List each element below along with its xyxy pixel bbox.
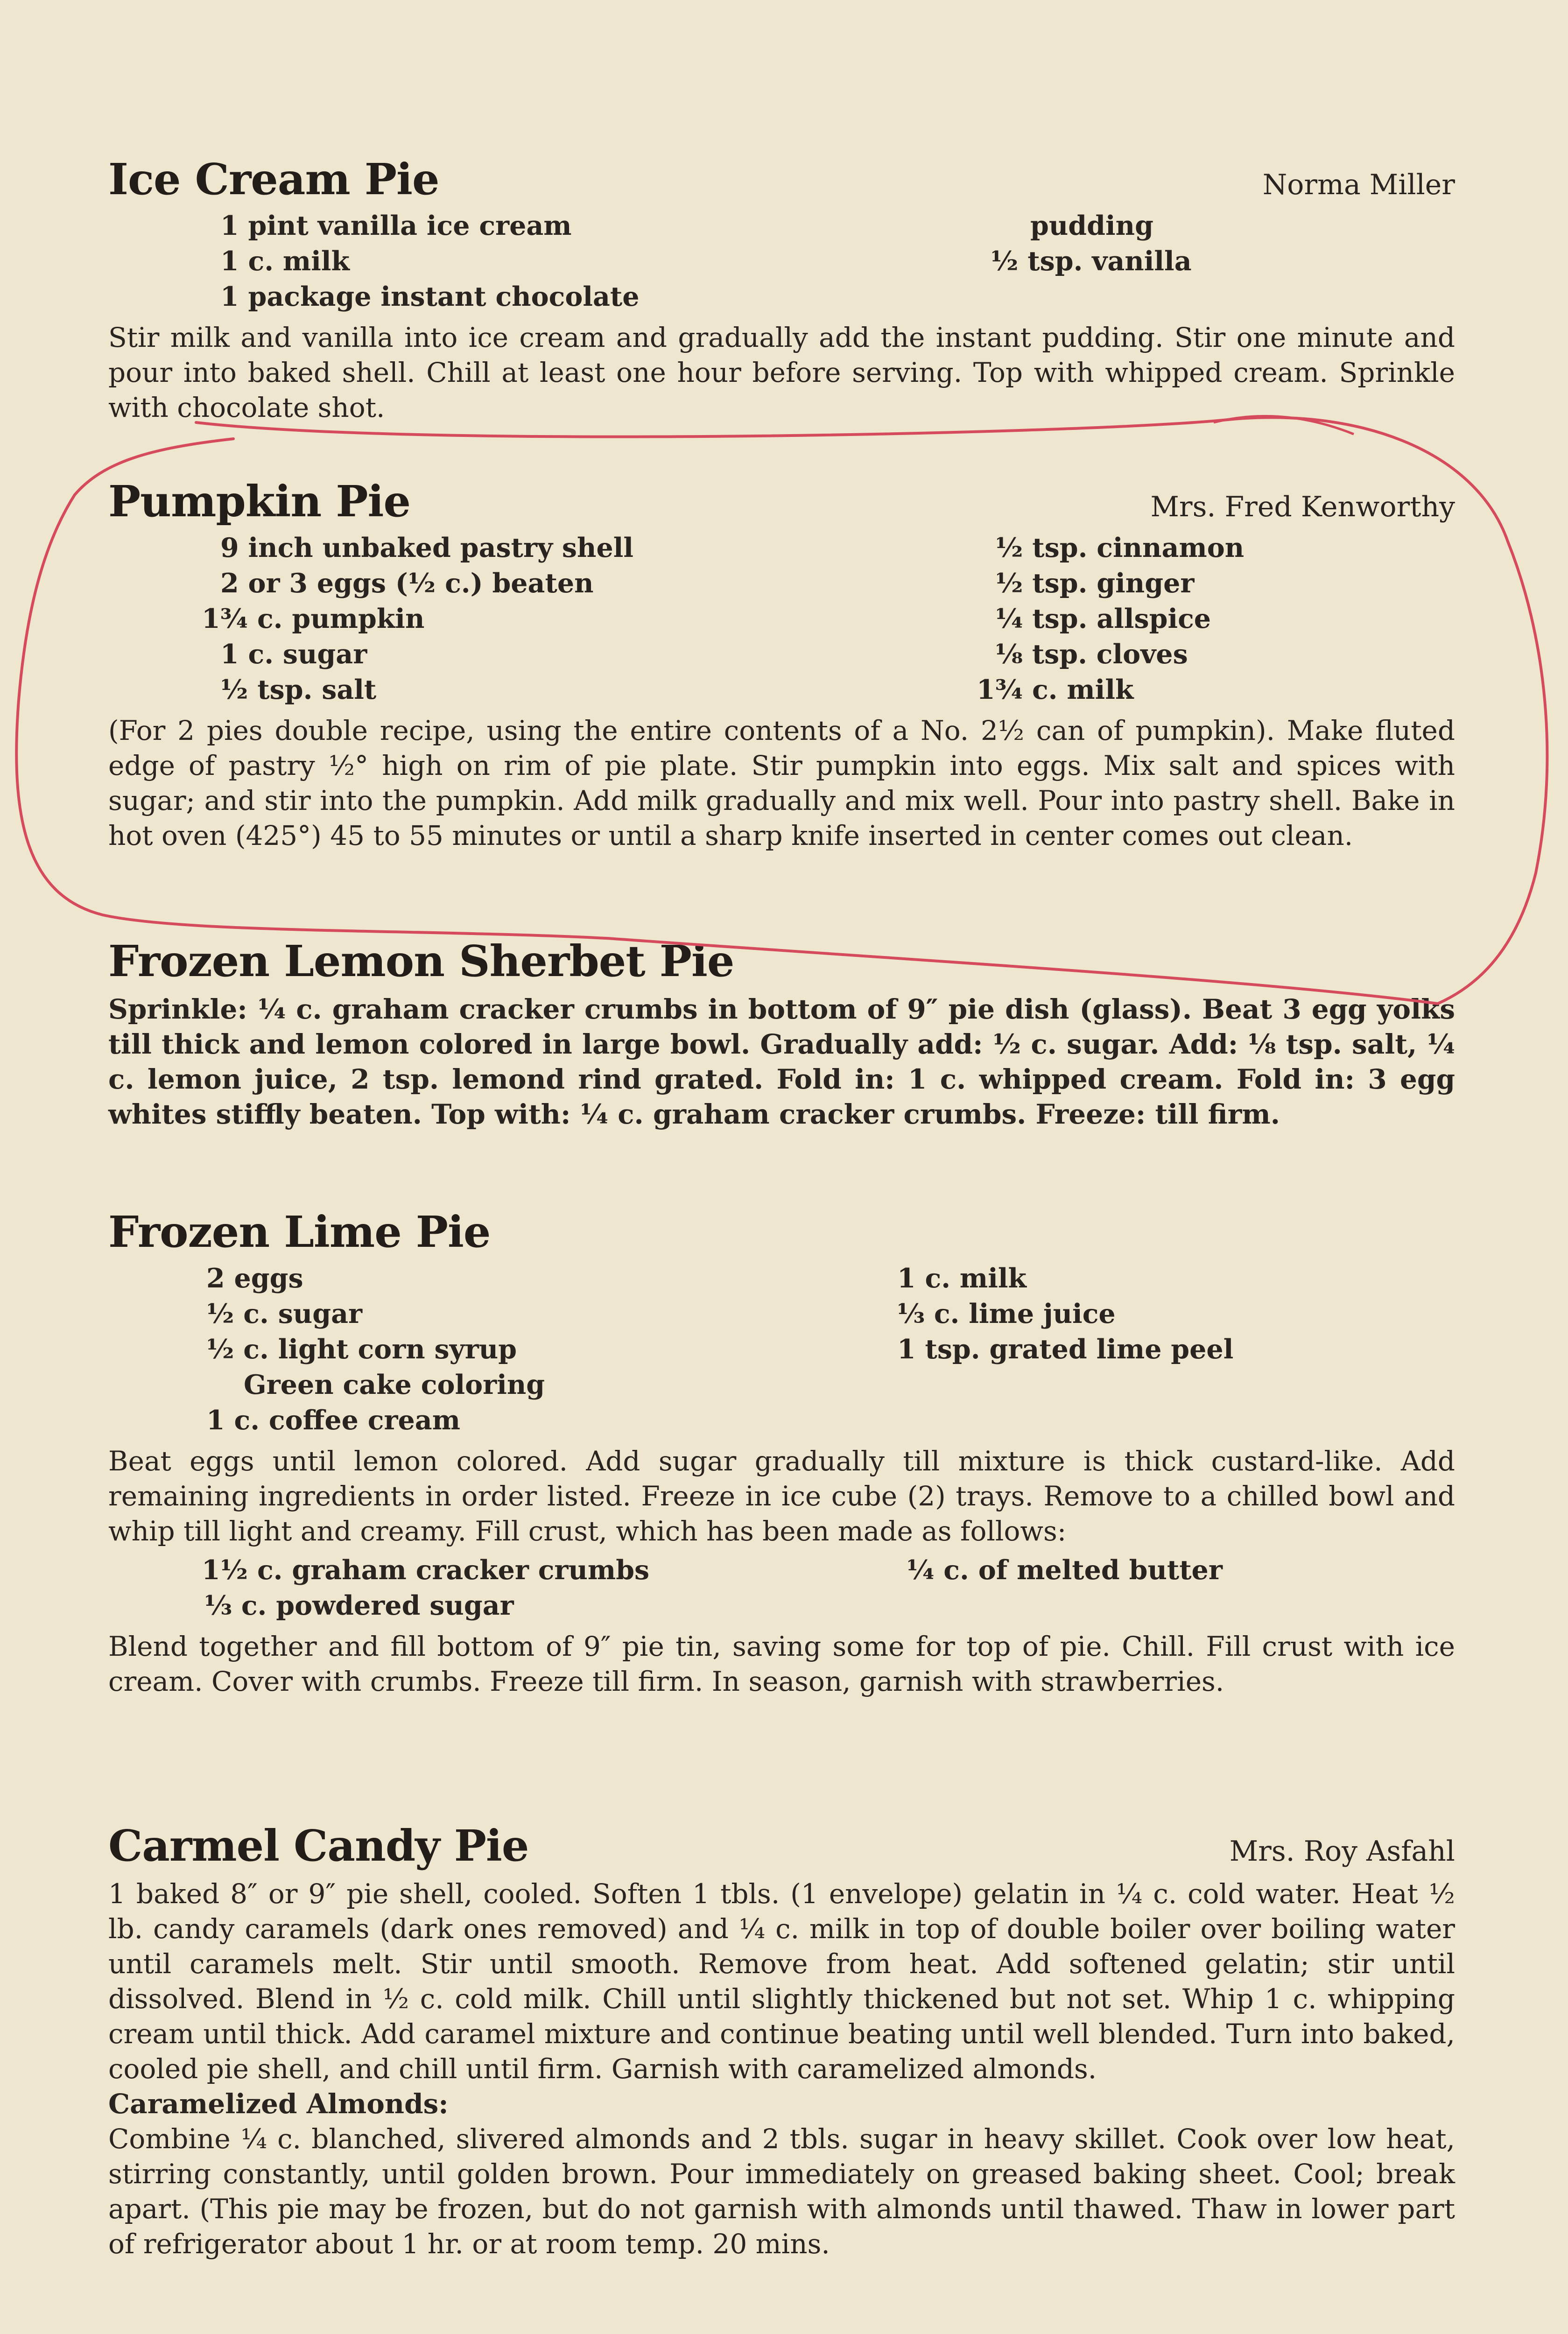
recipe-ice-cream-pie (108, 154, 1455, 425)
ingredient-list (108, 1261, 1455, 1438)
ingredient: ⅛ tsp. cloves (995, 639, 1188, 670)
recipe-header (108, 1821, 1455, 1871)
recipe-subheading: Caramelized Almonds: (108, 2088, 449, 2120)
ingredient: 1¾ c. pumpkin (202, 603, 425, 634)
ingredient: 2 or 3 eggs (½ c.) beaten (220, 568, 594, 599)
recipe-directions: 1 baked 8″ or 9″ pie shell, cooled. Soften 1 tbls. (1 envelope) gelatin in ¼ c. cold water. Heat ½ lb. candy caramels (dark ones removed) and ¼ c. milk in top of double boiler over boiling water until caramels melt. Stir until smooth. Remove from heat. Add softened gelatin; stir until dissolved. Blend in ½ c. cold milk. Chill until slightly thickened but not set. Whip 1 c. whipping cream until thick. Add caramel mixture and continue beating until well blended. Turn into baked, cooled pie shell, and chill until firm. Garnish with caramelized almonds. (108, 1878, 1455, 2085)
ingredient: ½ tsp. ginger (995, 568, 1195, 599)
ingredient: 1 c. milk (220, 246, 350, 277)
recipe-title: Ice Cream Pie (108, 154, 439, 204)
ingredient-list (108, 530, 1455, 708)
recipe-header (108, 936, 1455, 986)
ingredient-column-left (202, 530, 995, 708)
recipe-author: Mrs. Fred Kenworthy (1150, 491, 1455, 523)
ingredient: 1 tsp. grated lime peel (897, 1334, 1234, 1365)
ingredient: ½ c. sugar (206, 1298, 363, 1329)
recipe-directions: Beat eggs until lemon colored. Add sugar gradually till mixture is thick custard-like. Add remaining ingredients in order listed. Freeze in ice cube (2) trays. Remove to a chilled bowl and whip till light and creamy. Fill crust, which has been made as follows: (108, 1445, 1455, 1547)
ingredient-column-right (991, 208, 1455, 315)
recipe-header (108, 154, 1455, 204)
ingredient: 1 package instant chocolate (220, 281, 640, 312)
ingredient: 1½ c. graham cracker crumbs (202, 1554, 650, 1586)
crust-ingredient-list (108, 1553, 1455, 1624)
recipe-author: Mrs. Roy Asfahl (1229, 1835, 1455, 1868)
recipe-title: Pumpkin Pie (108, 476, 411, 527)
ingredient: 1 c. milk (897, 1263, 1027, 1294)
ingredient: ½ tsp. cinnamon (995, 532, 1245, 563)
ingredient: ¼ c. of melted butter (907, 1554, 1223, 1586)
ingredient: ⅓ c. lime juice (897, 1298, 1116, 1329)
recipe-carmel-candy-pie (108, 1821, 1455, 2262)
recipe-title: Frozen Lime Pie (108, 1207, 491, 1257)
recipe-directions-continued: Combine ¼ c. blanched, slivered almonds and 2 tbls. sugar in heavy skillet. Cook over low heat, stirring constantly, until golden brown. Pour immediately on greased baking sheet. Cool; break apart. (This pie may be frozen, but do not garnish with almonds until thawed. Thaw in lower part of refrigerator about 1 hr. or at room temp. 20 mins. (108, 2123, 1455, 2260)
ingredient: ½ tsp. vanilla (991, 246, 1192, 277)
recipe-frozen-lemon-sherbet-pie (108, 936, 1455, 1132)
ingredient-column-left (206, 1261, 897, 1438)
recipe-author: Norma Miller (1262, 169, 1455, 201)
crust-column-left (202, 1553, 907, 1624)
crust-column-right (907, 1553, 1455, 1624)
recipe-header (108, 476, 1455, 527)
ingredient-list (108, 208, 1455, 315)
recipe-frozen-lime-pie (108, 1207, 1455, 1699)
ingredient: 1 pint vanilla ice cream (220, 210, 572, 241)
ingredient: ⅓ c. powdered sugar (204, 1590, 514, 1621)
ingredient-column-right (977, 530, 1455, 708)
ingredient: Green cake coloring (244, 1369, 545, 1400)
recipe-header (108, 1207, 1455, 1257)
ingredient: 2 eggs (206, 1263, 303, 1294)
ingredient: pudding (1030, 210, 1153, 241)
recipe-pumpkin-pie (108, 476, 1455, 853)
ingredient: ½ tsp. salt (220, 674, 377, 705)
ingredient: 1 c. coffee cream (206, 1405, 461, 1436)
ingredient: ½ c. light corn syrup (206, 1334, 517, 1365)
ingredient: 1¾ c. milk (977, 674, 1134, 705)
recipe-directions: Sprinkle: ¼ c. graham cracker crumbs in bottom of 9″ pie dish (glass). Beat 3 egg yolks till thick and lemon colored in large bowl. Gradually add: ½ c. sugar. Add: ⅛ tsp. salt, ¼ c. lemon juice, 2 tsp. lemond rind grated. Fold in: 1 c. whipped cream. Fold in: 3 egg whites stiffly beaten. Top with: ¼ c. graham cracker crumbs. Freeze: till firm. (108, 993, 1455, 1130)
recipe-directions-continued: Blend together and fill bottom of 9″ pie tin, saving some for top of pie. Chill. Fill crust with ice cream. Cover with crumbs. Freeze till firm. In season, garnish with strawberries. (108, 1631, 1455, 1697)
ingredient: 9 inch unbaked pastry shell (220, 532, 634, 563)
recipe-title: Frozen Lemon Sherbet Pie (108, 936, 734, 986)
ingredient: 1 c. sugar (220, 639, 367, 670)
recipe-directions: (For 2 pies double recipe, using the entire contents of a No. 2½ can of pumpkin). Make fluted edge of pastry ½° high on rim of pie plate. Stir pumpkin into eggs. Mix salt and spices with sugar; and stir into the pumpkin. Add milk gradually and mix well. Pour into pastry shell. Bake in hot oven (425°) 45 to 55 minutes or until a sharp knife inserted in center comes out clean. (108, 715, 1455, 851)
recipe-directions: Stir milk and vanilla into ice cream and gradually add the instant pudding. Stir one minute and pour into baked shell. Chill at least one hour before serving. Top with whipped cream. Sprinkle with chocolate shot. (108, 322, 1455, 423)
ingredient-column-right (897, 1261, 1455, 1438)
ingredient-column-left (220, 208, 991, 315)
recipe-title: Carmel Candy Pie (108, 1821, 529, 1871)
ingredient: ¼ tsp. allspice (995, 603, 1211, 634)
